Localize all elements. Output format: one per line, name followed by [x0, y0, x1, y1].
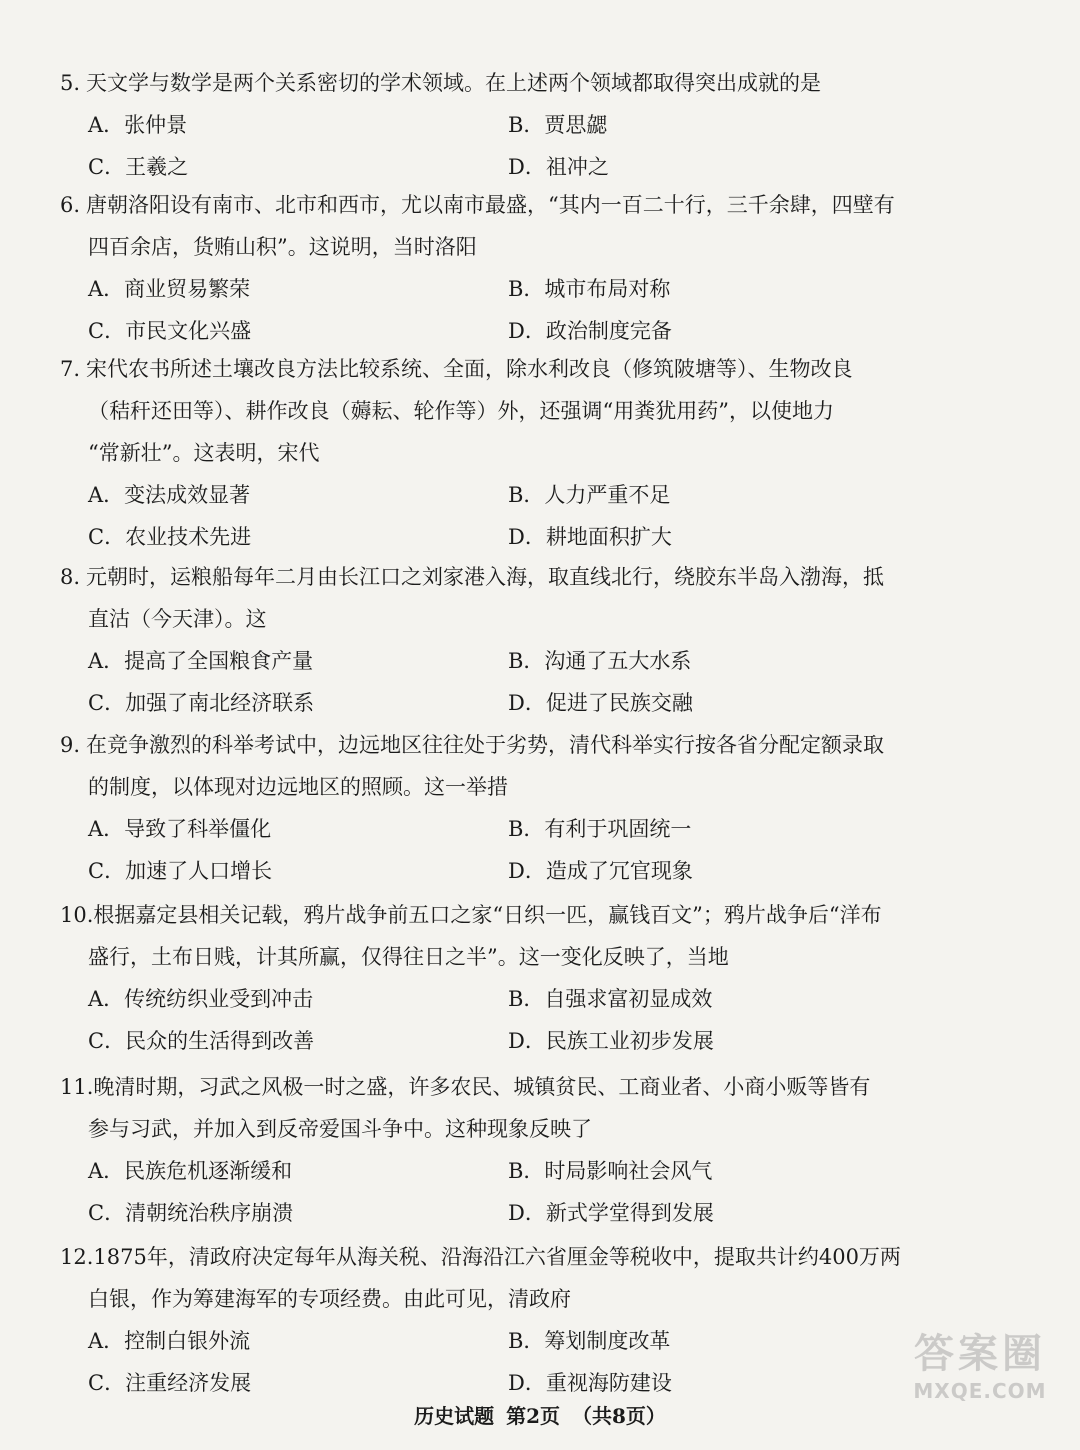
option-d: D．政治制度完备	[508, 319, 672, 343]
stem-line: 参与习武，并加入到反帝爱国斗争中。这种现象反映了	[88, 1117, 592, 1141]
option-b: B．自强求富初显成效	[508, 987, 713, 1011]
option-d: D．祖冲之	[508, 155, 609, 179]
question-5	[60, 62, 940, 188]
question-number: 8.	[60, 565, 81, 589]
stem-line: 的制度，以体现对边远地区的照顾。这一举措	[88, 775, 508, 799]
option-d: D．民族工业初步发展	[508, 1029, 714, 1053]
options	[60, 474, 940, 558]
option-b: B．筹划制度改革	[508, 1329, 671, 1353]
footer-total: （共8页）	[572, 1404, 666, 1428]
options	[60, 1320, 940, 1404]
question-stem	[60, 724, 940, 808]
option-c: C．加速了人口增长	[88, 859, 273, 883]
question-stem	[60, 894, 940, 978]
options	[60, 104, 940, 188]
question-stem	[60, 1066, 940, 1150]
option-c: C．民众的生活得到改善	[88, 1029, 315, 1053]
question-stem	[60, 62, 940, 104]
option-c: C．清朝统治秩序崩溃	[88, 1201, 294, 1225]
option-b: B．时局影响社会风气	[508, 1159, 713, 1183]
options	[60, 808, 940, 892]
question-number: 6.	[60, 193, 81, 217]
question-number: 5.	[60, 71, 81, 95]
option-c: C．注重经济发展	[88, 1371, 252, 1395]
option-a: A．导致了科举僵化	[88, 817, 272, 841]
question-11	[60, 1066, 940, 1234]
stem-line: 四百余店，货贿山积”。这说明，当时洛阳	[88, 235, 477, 259]
stem-line: 根据嘉定县相关记载，鸦片战争前五口之家“日织一匹，赢钱百文”；鸦片战争后“洋布	[93, 903, 882, 927]
footer-page: 第2页	[506, 1404, 560, 1428]
question-stem	[60, 1236, 940, 1320]
question-9	[60, 724, 940, 892]
option-d: D．耕地面积扩大	[508, 525, 672, 549]
option-a: A．民族危机逐渐缓和	[88, 1159, 293, 1183]
option-c: C．农业技术先进	[88, 525, 252, 549]
footer-subject: 历史试题	[414, 1404, 495, 1428]
stem-line: 直沽（今天津）。这	[88, 607, 267, 631]
question-7	[60, 348, 940, 558]
option-a: A．传统纺织业受到冲击	[88, 987, 314, 1011]
option-d: D．重视海防建设	[508, 1371, 672, 1395]
option-d: D．造成了冗官现象	[508, 859, 693, 883]
option-b: B．有利于巩固统一	[508, 817, 692, 841]
option-c: C．加强了南北经济联系	[88, 691, 315, 715]
option-d: D．新式学堂得到发展	[508, 1201, 714, 1225]
stem-line: 盛行，土布日贱，计其所赢，仅得往日之半”。这一变化反映了，当地	[88, 945, 729, 969]
option-a: A．张仲景	[88, 113, 188, 137]
stem-line: 宋代农书所述土壤改良方法比较系统、全面，除水利改良（修筑陂塘等）、生物改良	[86, 357, 853, 381]
stem-line: 元朝时，运粮船每年二月由长江口之刘家港入海，取直线北行，绕胶东半岛入渤海，抵	[86, 565, 884, 589]
stem-line: 唐朝洛阳设有南市、北市和西市，尤以南市最盛，“其内一百二十行，三千余肆，四壁有	[86, 193, 895, 217]
option-b: B．人力严重不足	[508, 483, 671, 507]
watermark-url: MXQE.COM	[913, 1379, 1047, 1403]
option-c: C．王羲之	[88, 155, 189, 179]
watermark-logo	[890, 1322, 1070, 1442]
question-number: 11.	[60, 1075, 94, 1099]
stem-line: 在竞争激烈的科举考试中，边远地区往往处于劣势，清代科举实行按各省分配定额录取	[86, 733, 884, 757]
stem-line: （秸秆还田等）、耕作改良（薅耘、轮作等）外，还强调“用粪犹用药”，以使地力	[88, 399, 834, 423]
options	[60, 640, 940, 724]
question-10	[60, 894, 940, 1062]
stem-line: “常新壮”。这表明，宋代	[88, 441, 320, 465]
stem-line: 天文学与数学是两个关系密切的学术领域。在上述两个领域都取得突出成就的是	[86, 71, 821, 95]
option-a: A．商业贸易繁荣	[88, 277, 251, 301]
question-stem	[60, 348, 940, 474]
option-b: B．城市布局对称	[508, 277, 671, 301]
watermark-text: 答案圈	[914, 1331, 1046, 1377]
option-b: B．沟通了五大水系	[508, 649, 692, 673]
options	[60, 1150, 940, 1234]
question-number: 7.	[60, 357, 81, 381]
stem-line: 1875年，清政府决定每年从海关税、沿海沿江六省厘金等税收中，提取共计约400万两	[93, 1245, 901, 1269]
question-6	[60, 184, 940, 352]
options	[60, 268, 940, 352]
option-a: A．提高了全国粮食产量	[88, 649, 314, 673]
stem-line: 白银，作为筹建海军的专项经费。由此可见，清政府	[88, 1287, 571, 1311]
option-d: D．促进了民族交融	[508, 691, 693, 715]
options	[60, 978, 940, 1062]
question-stem	[60, 556, 940, 640]
option-c: C．市民文化兴盛	[88, 319, 252, 343]
question-stem	[60, 184, 940, 268]
question-number: 9.	[60, 733, 81, 757]
question-number: 12.	[60, 1245, 94, 1269]
option-a: A．变法成效显著	[88, 483, 251, 507]
option-a: A．控制白银外流	[88, 1329, 251, 1353]
question-number: 10.	[60, 903, 94, 927]
question-12	[60, 1236, 940, 1404]
question-8	[60, 556, 940, 724]
stem-line: 晚清时期，习武之风极一时之盛，许多农民、城镇贫民、工商业者、小商小贩等皆有	[93, 1075, 871, 1099]
option-b: B．贾思勰	[508, 113, 608, 137]
